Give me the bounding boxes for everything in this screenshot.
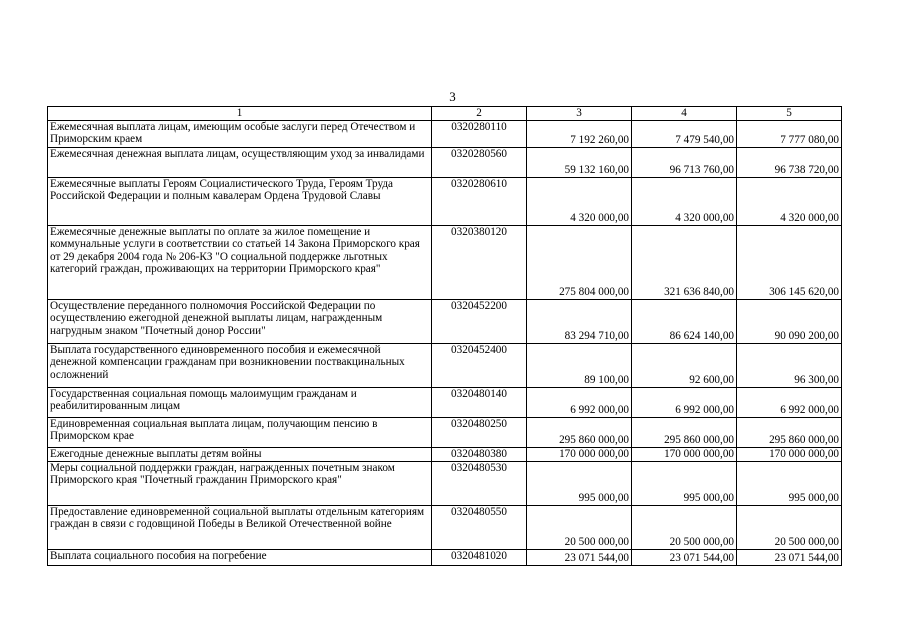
row-description: Государственная социальная помощь малоимущим гражданам и реабилитированным лицам <box>48 387 432 417</box>
table-row <box>48 447 842 461</box>
row-value-col3: 995 000,00 <box>527 461 632 505</box>
row-value-col4: 170 000 000,00 <box>632 447 737 461</box>
row-code: 0320452400 <box>432 343 527 387</box>
row-value-col3: 6 992 000,00 <box>527 387 632 417</box>
row-code: 0320380120 <box>432 225 527 299</box>
row-value-col4: 86 624 140,00 <box>632 299 737 343</box>
row-code: 0320481020 <box>432 549 527 565</box>
table-row <box>48 461 842 505</box>
row-value-col4: 995 000,00 <box>632 461 737 505</box>
row-code: 0320280610 <box>432 177 527 225</box>
row-description: Единовременная социальная выплата лицам, получающим пенсию в Приморском крае <box>48 417 432 447</box>
row-value-col3: 295 860 000,00 <box>527 417 632 447</box>
row-value-col4: 321 636 840,00 <box>632 225 737 299</box>
row-value-col3: 275 804 000,00 <box>527 225 632 299</box>
table-row <box>48 387 842 417</box>
row-value-col3: 4 320 000,00 <box>527 177 632 225</box>
page-number: 3 <box>449 89 456 104</box>
row-value-col5: 295 860 000,00 <box>737 417 842 447</box>
row-value-col3: 7 192 260,00 <box>527 120 632 147</box>
column-header-5: 5 <box>737 107 842 121</box>
row-value-col5: 96 300,00 <box>737 343 842 387</box>
row-value-col3: 83 294 710,00 <box>527 299 632 343</box>
row-code: 0320480550 <box>432 505 527 549</box>
row-description: Ежемесячная выплата лицам, имеющим особые заслуги перед Отечеством и Приморским краем <box>48 120 432 147</box>
table-row <box>48 177 842 225</box>
row-code: 0320480250 <box>432 417 527 447</box>
row-value-col3: 89 100,00 <box>527 343 632 387</box>
row-value-col5: 90 090 200,00 <box>737 299 842 343</box>
row-value-col4: 4 320 000,00 <box>632 177 737 225</box>
row-description: Ежемесячная денежная выплата лицам, осуществляющим уход за инвалидами <box>48 147 432 177</box>
row-value-col4: 295 860 000,00 <box>632 417 737 447</box>
row-description: Меры социальной поддержки граждан, награжденных почетным знаком Приморского края "Почетный гражданин Приморского края" <box>48 461 432 505</box>
row-value-col3: 59 132 160,00 <box>527 147 632 177</box>
row-value-col3: 170 000 000,00 <box>527 447 632 461</box>
column-header-3: 3 <box>527 107 632 121</box>
budget-table <box>47 106 842 566</box>
row-value-col5: 170 000 000,00 <box>737 447 842 461</box>
row-value-col3: 20 500 000,00 <box>527 505 632 549</box>
row-code: 0320480140 <box>432 387 527 417</box>
row-description: Выплата государственного единовременного пособия и ежемесячной денежной компенсации гражданам при возникновении поствакцинальных осложнений <box>48 343 432 387</box>
table-row <box>48 147 842 177</box>
row-code: 0320280110 <box>432 120 527 147</box>
table-row <box>48 120 842 147</box>
column-header-2: 2 <box>432 107 527 121</box>
row-value-col5: 995 000,00 <box>737 461 842 505</box>
column-header-1: 1 <box>48 107 432 121</box>
row-value-col5: 6 992 000,00 <box>737 387 842 417</box>
table-row <box>48 549 842 565</box>
row-value-col5: 20 500 000,00 <box>737 505 842 549</box>
row-description: Выплата социального пособия на погребение <box>48 549 432 565</box>
column-header-4: 4 <box>632 107 737 121</box>
row-code: 0320280560 <box>432 147 527 177</box>
row-value-col4: 23 071 544,00 <box>632 549 737 565</box>
row-value-col5: 23 071 544,00 <box>737 549 842 565</box>
row-value-col5: 306 145 620,00 <box>737 225 842 299</box>
row-description: Ежемесячные денежные выплаты по оплате за жилое помещение и коммунальные услуги в соответствии со статьей 14 Закона Приморского края от 29 декабря 2004 года № 206-КЗ "О социальной поддержке льготных категорий граждан, проживающих на территории Приморского края" <box>48 225 432 299</box>
table-header-row <box>48 107 842 121</box>
row-description: Ежемесячные выплаты Героям Социалистического Труда, Героям Труда Российской Федерации и полным кавалерам Ордена Трудовой Славы <box>48 177 432 225</box>
table-row <box>48 225 842 299</box>
table-row <box>48 343 842 387</box>
table-row <box>48 417 842 447</box>
row-description: Ежегодные денежные выплаты детям войны <box>48 447 432 461</box>
row-value-col5: 4 320 000,00 <box>737 177 842 225</box>
row-value-col4: 20 500 000,00 <box>632 505 737 549</box>
row-description: Осуществление переданного полномочия Российской Федерации по осуществлению ежегодной денежной выплаты лицам, награжденным нагрудным знаком "Почетный донор России" <box>48 299 432 343</box>
table-row <box>48 299 842 343</box>
row-description: Предоставление единовременной социальной выплаты отдельным категориям граждан в связи с годовщиной Победы в Великой Отечественной войне <box>48 505 432 549</box>
row-value-col4: 6 992 000,00 <box>632 387 737 417</box>
row-code: 0320452200 <box>432 299 527 343</box>
row-value-col4: 96 713 760,00 <box>632 147 737 177</box>
row-value-col3: 23 071 544,00 <box>527 549 632 565</box>
row-value-col5: 96 738 720,00 <box>737 147 842 177</box>
row-value-col4: 92 600,00 <box>632 343 737 387</box>
row-value-col4: 7 479 540,00 <box>632 120 737 147</box>
row-code: 0320480530 <box>432 461 527 505</box>
table-row <box>48 505 842 549</box>
row-code: 0320480380 <box>432 447 527 461</box>
row-value-col5: 7 777 080,00 <box>737 120 842 147</box>
